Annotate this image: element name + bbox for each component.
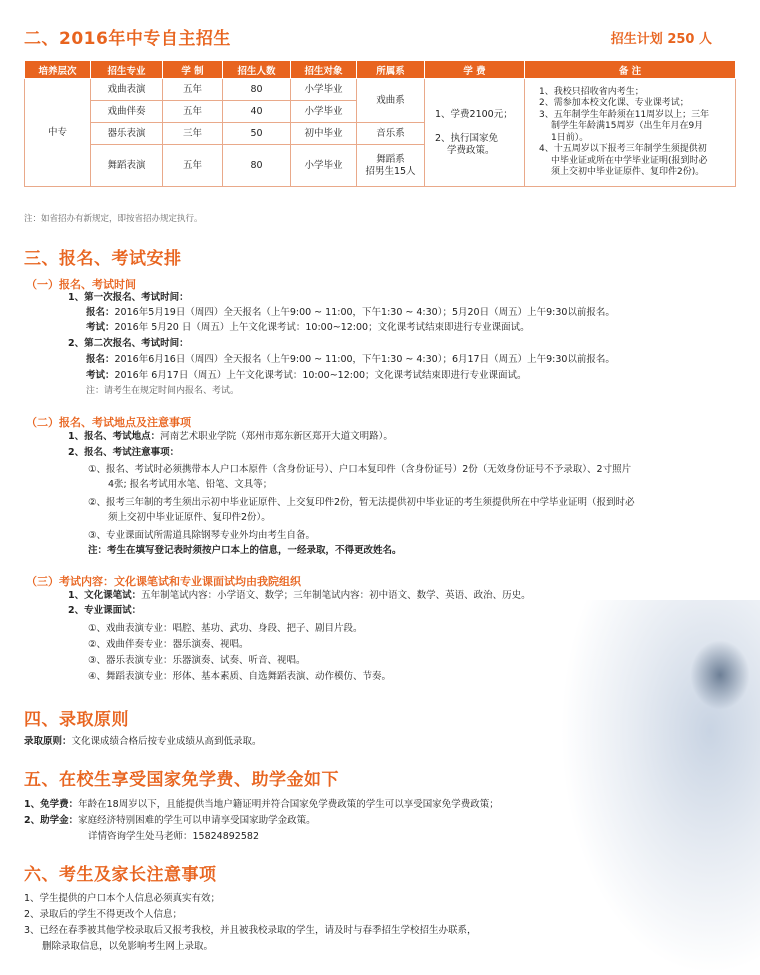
grant-line	[24, 814, 316, 827]
cell-target: 小学毕业	[291, 145, 357, 187]
value: 2016年 5月20 日（周五）上午文化课考试：10:00~12:00；文化课考试结束即进行专业课面试。	[114, 322, 530, 333]
value: 家庭经济特别困难的学生可以申请享受国家助学金政策。	[78, 815, 316, 826]
decorative-opera-headdress	[690, 640, 750, 710]
label: 报名：	[86, 354, 115, 365]
remark-line: 3、五年制学生年龄须在11周岁以上；三年	[539, 109, 710, 120]
remark-line: 4、十五周岁以下报考三年制学生须提供初	[539, 144, 707, 154]
notices-heading: 2、报名、考试注意事项：	[68, 447, 180, 458]
th-level: 培养层次	[25, 61, 91, 79]
dept-dance-note: 招男生15人	[365, 165, 416, 177]
notice-name-warning: 注：考生在填写登记表时须按户口本上的信息，一经录取，不得更改姓名。	[88, 545, 402, 556]
notice-1-cont: 4张; 报名考试用水笔、铅笔、文具等；	[108, 479, 273, 490]
value: 2016年 6月17日（周五）上午文化课考试：10:00~12:00；文化课考试结束即进行专业课面试。	[114, 370, 527, 381]
remark-line: 2、需参加本校文化课、专业课考试；	[539, 98, 689, 108]
remark-line: 制学生年龄满15周岁（出生年月在9月	[551, 121, 704, 131]
first-registration-line	[86, 306, 615, 319]
interview-item: ④、舞蹈表演专业：形体、基本素质、自选舞蹈表演、动作模仿、节奏。	[88, 671, 392, 682]
label: 考试：	[86, 322, 115, 333]
notice-2-cont: 须上交初中毕业证原件、复印件2份）。	[108, 512, 271, 523]
section-3-title: 三、报名、考试安排	[24, 249, 182, 269]
cell-dept-music: 音乐系	[357, 123, 425, 145]
written-exam-line	[68, 589, 531, 602]
cell-major: 器乐表演	[91, 123, 163, 145]
section-5-title: 五、在校生享受国家免学费、助学金如下	[24, 770, 339, 790]
section-4-title: 四、录取原则	[24, 710, 129, 730]
parent-notice: 1、学生提供的户口本个人信息必须真实有效；	[24, 893, 221, 904]
label: 1、免学费：	[24, 799, 79, 810]
enrollment-table	[24, 60, 736, 187]
second-session-heading: 2、第二次报名、考试时间：	[68, 338, 189, 349]
location-line	[68, 430, 393, 443]
remark-line: 中毕业证或所在中学毕业证明(报到时必	[551, 155, 708, 166]
th-years: 学 制	[163, 61, 223, 79]
cell-count: 40	[223, 101, 291, 123]
cell-years: 五年	[163, 79, 223, 101]
cell-major: 戏曲表演	[91, 79, 163, 101]
cell-remarks	[525, 79, 736, 187]
fee-line-2: 2、执行国家免	[435, 132, 499, 144]
second-exam-line	[86, 369, 527, 382]
subsection-location-title: （二）报名、考试地点及注意事项	[26, 416, 191, 429]
th-target: 招生对象	[291, 61, 357, 79]
label: 报名：	[86, 307, 115, 318]
value: 年龄在18周岁以下，且能提供当地户籍证明并符合国家免学费政策的学生可以享受国家免学费政策；	[78, 799, 499, 810]
table-header-row	[25, 61, 736, 79]
section-2-title: 二、2016年中专自主招生	[24, 29, 231, 49]
cell-dept-dance	[357, 145, 425, 187]
first-exam-line	[86, 321, 530, 334]
cell-count: 80	[223, 79, 291, 101]
label: 1、文化课笔试：	[68, 590, 142, 601]
label: 录取原则：	[24, 736, 72, 747]
notice-1: ①、报名、考试时必须携带本人户口本原件（含身份证号）、户口本复印件（含身份证号）2份（无效身份证号不予录取）、2寸照片	[88, 464, 632, 475]
subsection-time-title: （一）报名、考试时间	[26, 278, 136, 291]
cell-major: 戏曲伴奏	[91, 101, 163, 123]
cell-fee	[425, 79, 525, 187]
dept-dance-name: 舞蹈系	[376, 153, 405, 165]
table-row	[25, 79, 736, 101]
interview-item: ②、戏曲伴奏专业：器乐演奏、视唱。	[88, 639, 249, 650]
cell-years: 三年	[163, 123, 223, 145]
cell-target: 小学毕业	[291, 101, 357, 123]
cell-target: 小学毕业	[291, 79, 357, 101]
cell-count: 80	[223, 145, 291, 187]
tuition-free-line	[24, 798, 499, 811]
subsection-content-title: （三）考试内容：文化课笔试和专业课面试均由我院组织	[26, 575, 301, 588]
notice-3: ③、专业课面试所需道具除钢琴专业外均由考生自备。	[88, 530, 316, 541]
parent-notice: 2、录取后的学生不得更改个人信息；	[24, 909, 183, 920]
section-6-title: 六、考生及家长注意事项	[24, 865, 217, 885]
th-major: 招生专业	[91, 61, 163, 79]
notice-2: ②、报考三年制的考生须出示初中毕业证原件、上交复印件2份，暂无法提供初中毕业证的考生须提供所在中学毕业证明（报到时必	[88, 497, 635, 508]
cell-major: 舞蹈表演	[91, 145, 163, 187]
table-footnote: 注：如省招办有新规定，即按省招办规定执行。	[24, 214, 203, 224]
parent-notice-cont: 删除录取信息，以免影响考生网上录取。	[42, 941, 214, 952]
interview-heading: 2、专业课面试：	[68, 605, 142, 616]
second-registration-line	[86, 353, 615, 366]
interview-item: ①、戏曲表演专业：唱腔、基功、武功、身段、把子、剧目片段。	[88, 623, 363, 634]
th-count: 招生人数	[223, 61, 291, 79]
remark-line: 1日前）。	[551, 132, 589, 143]
remark-line: 1、我校只招收省内考生；	[539, 86, 644, 97]
th-fee: 学 费	[425, 61, 525, 79]
fee-line-3: 学费政策。	[447, 144, 495, 156]
th-remarks: 备 注	[525, 61, 736, 79]
cell-years: 五年	[163, 145, 223, 187]
fee-line-1: 1、学费2100元；	[435, 108, 513, 120]
cell-dept-opera: 戏曲系	[357, 79, 425, 123]
time-note: 注：请考生在规定时间内报名、考试。	[86, 386, 240, 396]
label: 考试：	[86, 370, 115, 381]
cell-count: 50	[223, 123, 291, 145]
value: 2016年6月16日（周四）全天报名（上午9:00 ~ 11:00，下午1:30 ~ 4:30）；6月17日（周五）上午9:30以前报名。	[114, 354, 615, 365]
value: 2016年5月19日（周四）全天报名（上午9:00 ~ 11:00，下午1:30 ~ 4:30）；5月20日（周五）上午9:30以前报名。	[114, 307, 615, 318]
label: 2、助学金：	[24, 815, 79, 826]
value: 五年制笔试内容：小学语文、数学；三年制笔试内容：初中语文、数学、英语、政治、历史。	[141, 590, 531, 601]
th-dept: 所属系	[357, 61, 425, 79]
parent-notice: 3、已经在春季被其他学校录取后又报考我校，并且被我校录取的学生，请及时与春季招生学校招生办联系，	[24, 925, 477, 936]
cell-target: 初中毕业	[291, 123, 357, 145]
admission-principle-line	[24, 735, 262, 748]
enrollment-plan: 招生计划 250 人	[610, 32, 712, 47]
contact-line: 详情咨询学生处马老师：15824892582	[88, 831, 259, 842]
remark-line: 须上交初中毕业证原件、复印件2份)。	[551, 167, 705, 177]
value: 河南艺术职业学院（郑州市郑东新区郑开大道文明路）。	[160, 431, 393, 442]
cell-years: 五年	[163, 101, 223, 123]
label: 1、报名、考试地点：	[68, 431, 161, 442]
interview-item: ③、器乐表演专业：乐器演奏、试奏、听音、视唱。	[88, 655, 306, 666]
first-session-heading: 1、第一次报名、考试时间：	[68, 292, 189, 303]
value: 文化课成绩合格后按专业成绩从高到低录取。	[71, 736, 262, 747]
cell-level: 中专	[25, 79, 91, 187]
